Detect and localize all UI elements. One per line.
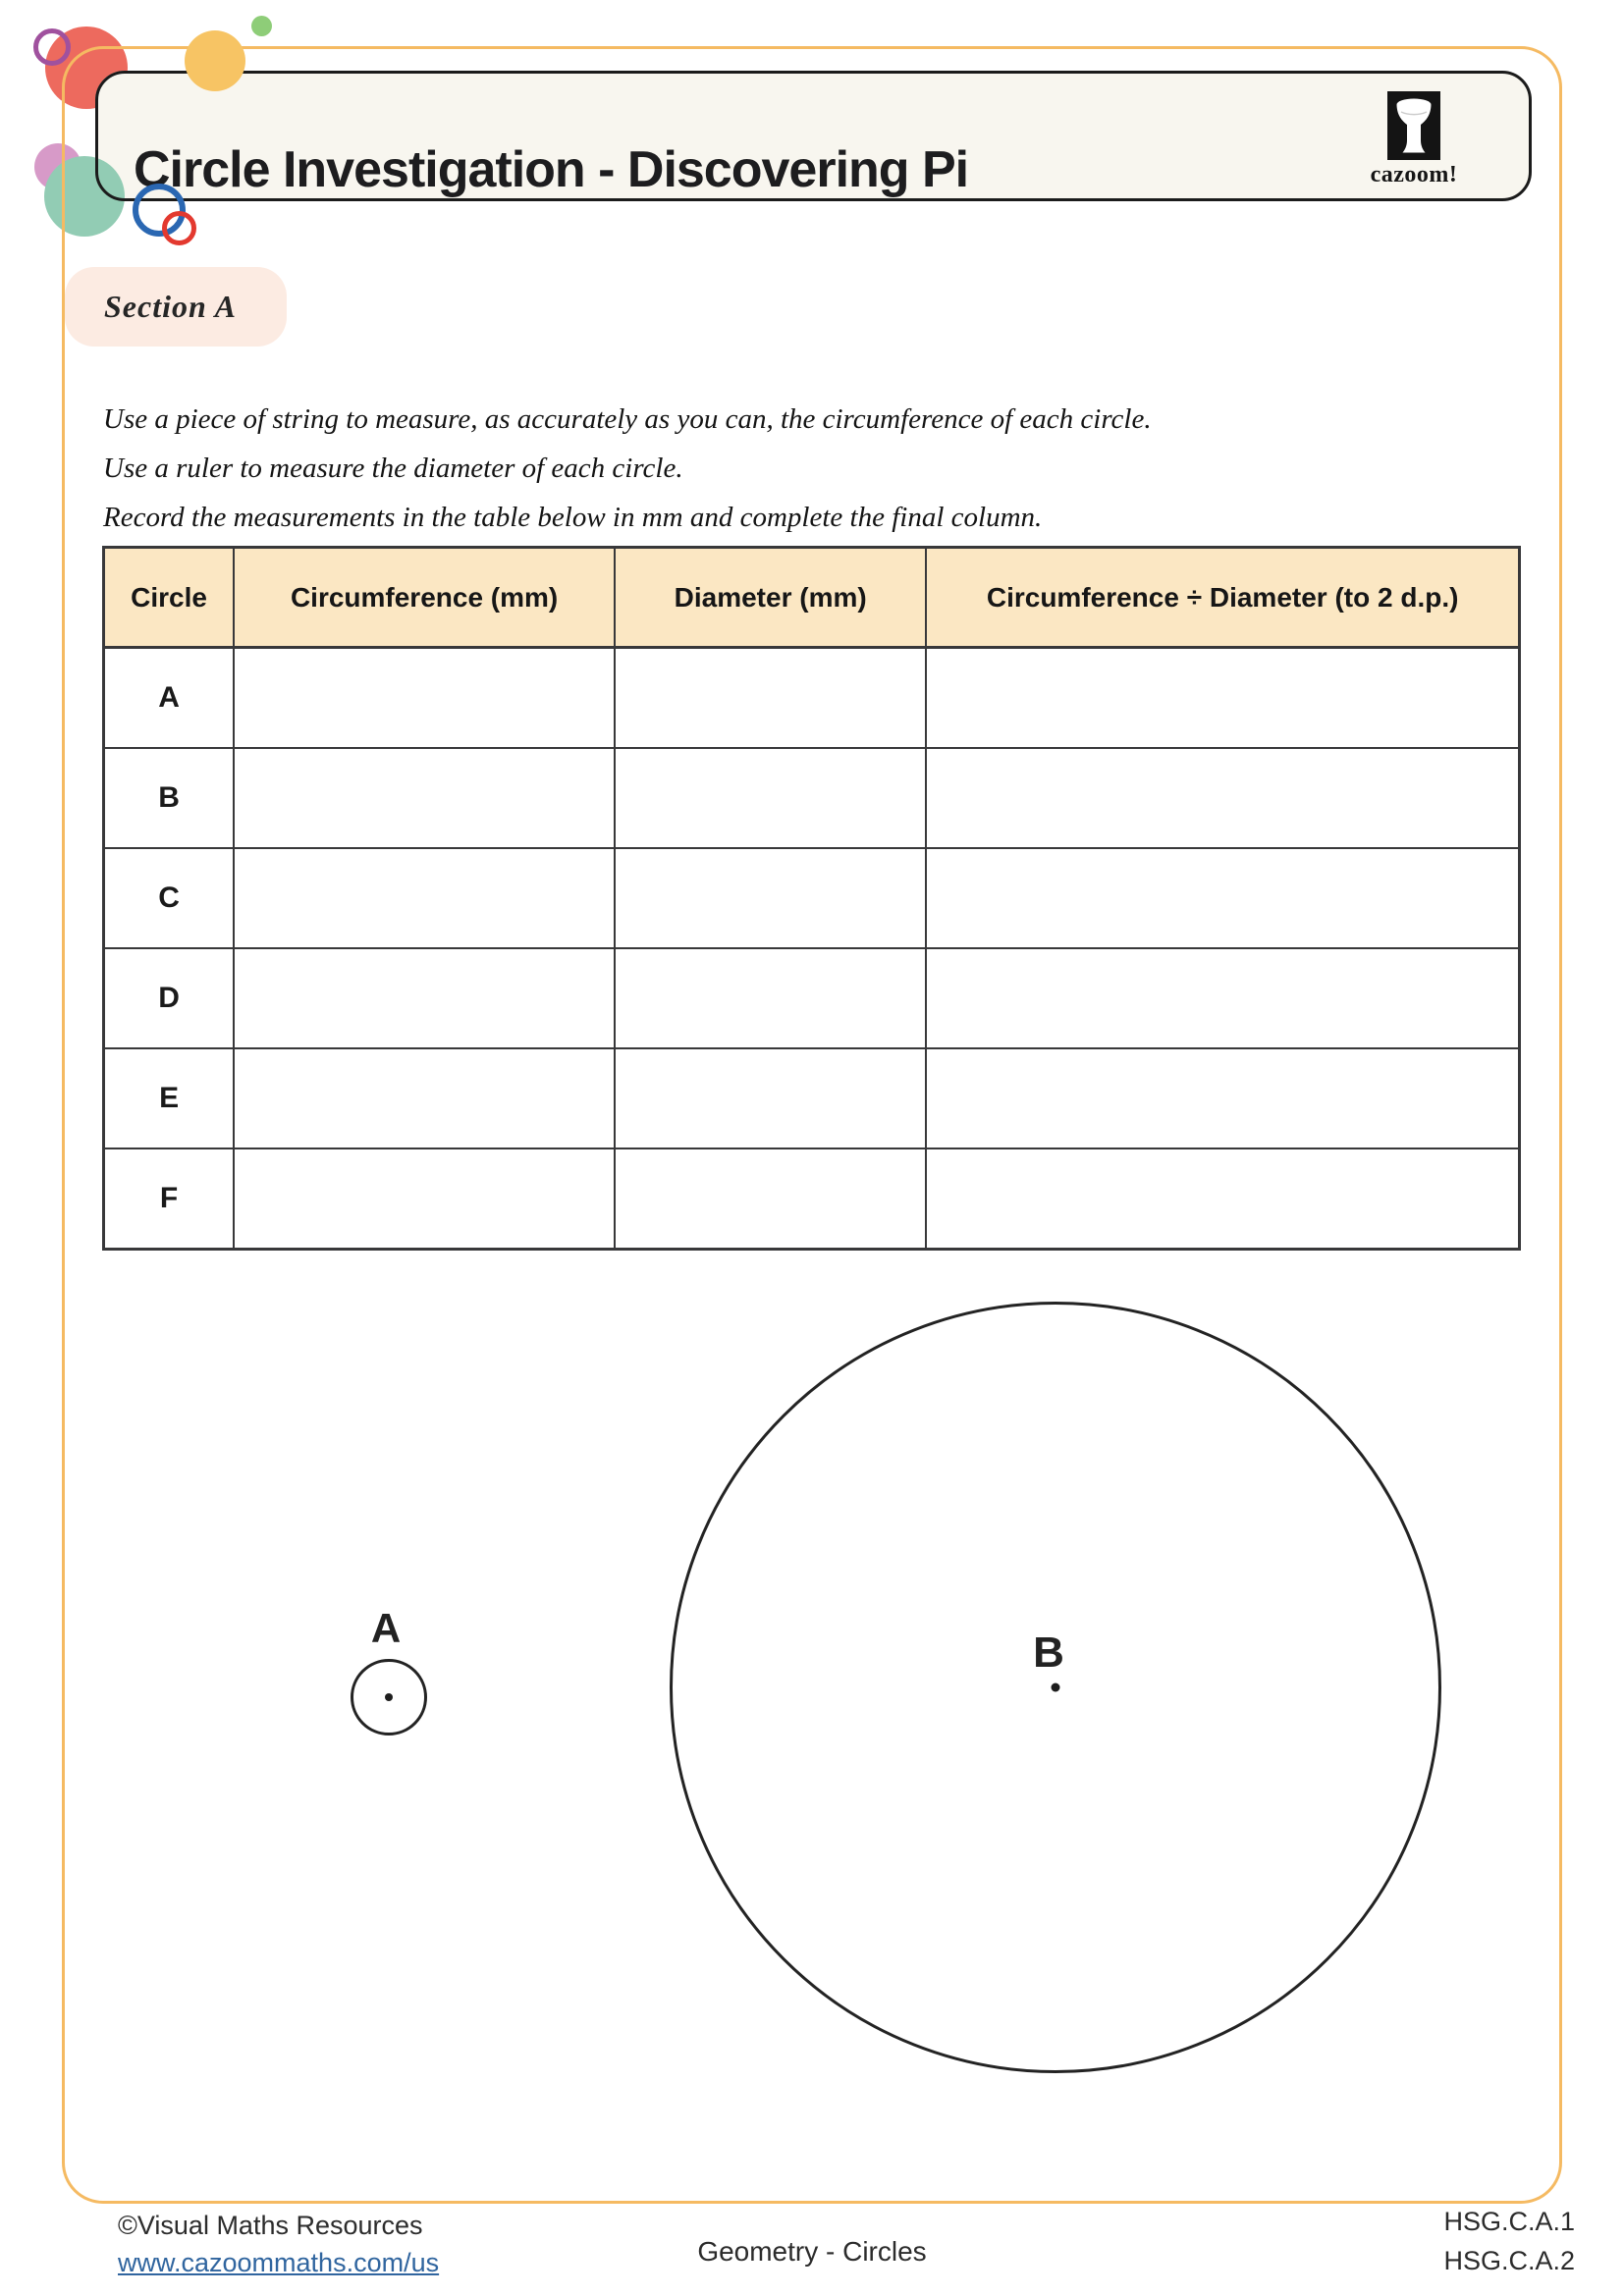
header-diameter: Diameter (mm) — [615, 548, 926, 648]
row-label-cell: F — [104, 1148, 235, 1250]
page-title: Circle Investigation - Discovering Pi — [134, 141, 969, 199]
copyright-text: ©Visual Maths Resources — [118, 2211, 423, 2240]
circle-a-label: A — [370, 1605, 402, 1651]
instruction-line: Use a ruler to measure the diameter of each circle. — [103, 453, 683, 484]
header-ratio: Circumference ÷ Diameter (to 2 d.p.) — [926, 548, 1519, 648]
drum-icon — [1387, 91, 1440, 160]
row-label-cell: B — [104, 748, 235, 848]
standard-code: HSG.C.A.2 — [1443, 2246, 1575, 2275]
header-circle: Circle — [104, 548, 235, 648]
section-a-label: Section A — [104, 289, 237, 324]
brand-name: cazoom! — [1370, 162, 1458, 187]
footer-standards — [1443, 2202, 1575, 2280]
instruction-line: Record the measurements in the table below in mm and complete the final column. — [103, 502, 1043, 533]
footer-topic: Geometry - Circles — [697, 2236, 927, 2267]
row-label-cell: E — [104, 1048, 235, 1148]
header-circumference: Circumference (mm) — [234, 548, 615, 648]
circle-b-label: B — [1033, 1629, 1064, 1677]
title-box — [95, 71, 1532, 201]
decor-yellow-circle — [185, 30, 245, 91]
decor-red-ring — [162, 211, 196, 245]
row-label-cell: A — [104, 648, 235, 749]
decor-purple-ring — [33, 28, 71, 66]
page-border — [62, 46, 1562, 2204]
website-link[interactable]: www.cazoommaths.com/us — [118, 2248, 440, 2277]
row-label-cell: D — [104, 948, 235, 1048]
footer-left — [118, 2207, 439, 2281]
decor-green-circle — [251, 16, 272, 36]
standard-code: HSG.C.A.1 — [1443, 2207, 1575, 2236]
instruction-line: Use a piece of string to measure, as accurately as you can, the circumference of each circle. — [103, 403, 1152, 435]
row-label-cell: C — [104, 848, 235, 948]
brand-logo — [1350, 91, 1478, 188]
